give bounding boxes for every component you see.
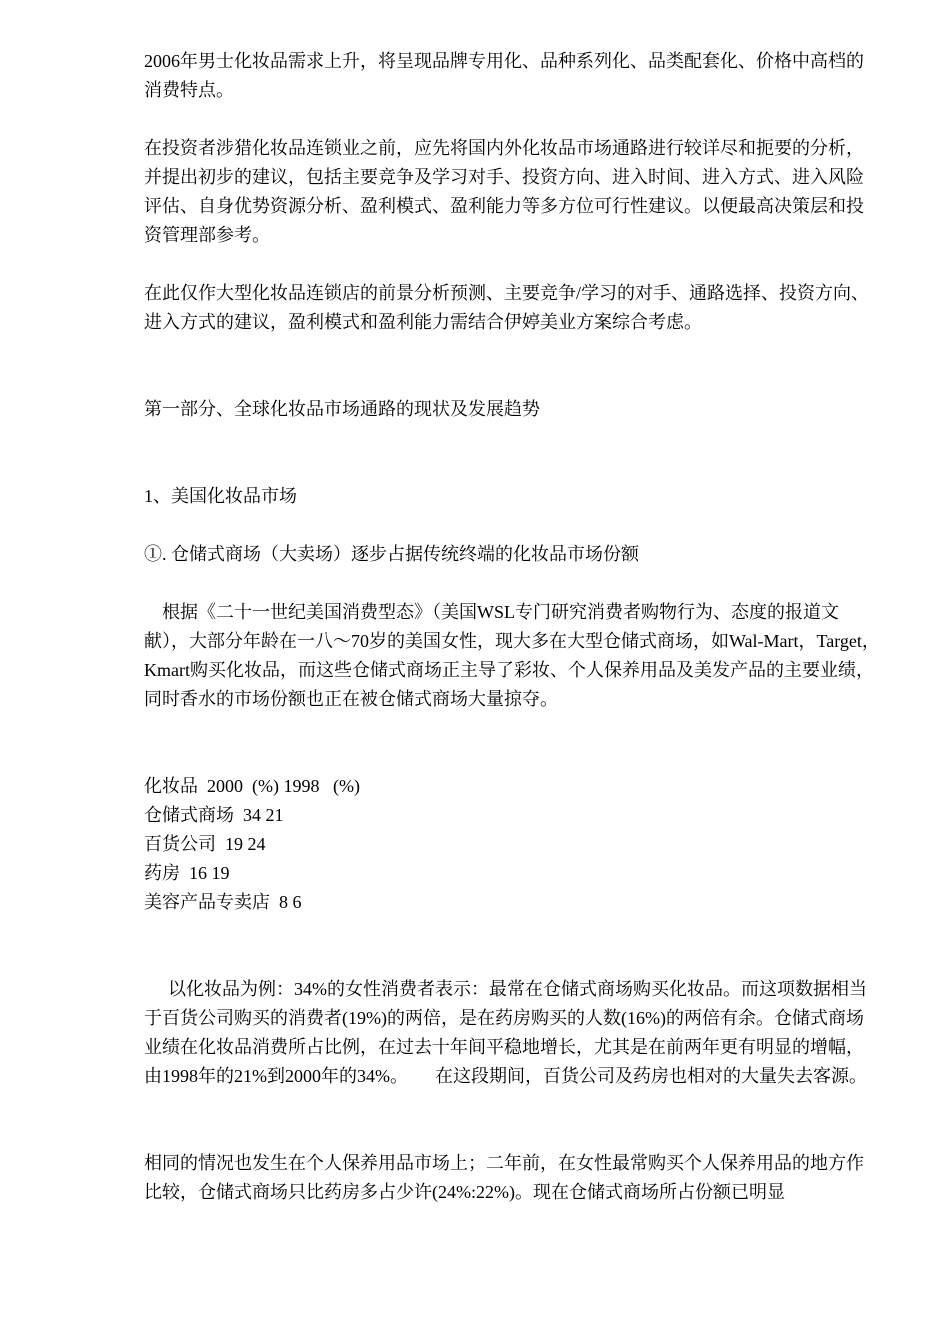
- table-header-row: 化妆品 2000 (%) 1998 (%): [144, 776, 360, 796]
- paragraph-us-consumption: 根据《二十一世纪美国消费型态》（美国WSL专门研究消费者购物行为、态度的报道文献），大部分年龄在一八～70岁的美国女性，现大多在大型仓储式商场，如Wal-Mart，Target，Kmart购买化妆品，而这些仓储式商场正主导了彩妆、个人保养用品及美发产品的主要业绩，同时香水的市场份额也正在被仓储式商场大量掠夺。: [144, 602, 880, 709]
- part-one-heading: 第一部分、全球化妆品市场通路的现状及发展趋势: [144, 399, 540, 419]
- table-row: 仓储式商场 34 21: [144, 805, 284, 825]
- section-us-market-heading: 1、美国化妆品市场: [144, 486, 297, 506]
- paragraph-male-cosmetics: 2006年男士化妆品需求上升，将呈现品牌专用化、品种系列化、品类配套化、价格中高档的消费特点。: [144, 51, 864, 100]
- paragraph-investor-analysis: 在投资者涉猎化妆品连锁业之前，应先将国内外化妆品市场通路进行较详尽和扼要的分析，并提出初步的建议，包括主要竞争及学习对手、投资方向、进入时间、进入方式、进入风险评估、自身优势资源分析、盈利模式、盈利能力等多方位可行性建议。以便最高决策层和投资管理部参考。: [144, 138, 864, 245]
- document-page: [144, 47, 880, 1207]
- table-row: 百货公司 19 24: [144, 834, 266, 854]
- paragraph-scope: 在此仅作大型化妆品连锁店的前景分析预测、主要竞争/学习的对手、通路选择、投资方向、进入方式的建议，盈利模式和盈利能力需结合伊婷美业方案综合考虑。: [144, 283, 869, 332]
- table-row: 药房 16 19: [144, 863, 230, 883]
- paragraph-personal-care: 相同的情况也发生在个人保养用品市场上；二年前，在女性最常购买个人保养用品的地方作比较，仓储式商场只比药房多占少许(24%:22%)。现在仓储式商场所占份额已明显: [144, 1153, 864, 1202]
- market-share-table: [144, 772, 880, 917]
- subsection-warehouse-heading: ①. 仓储式商场（大卖场）逐步占据传统终端的化妆品市场份额: [144, 544, 639, 564]
- table-row: 美容产品专卖店 8 6: [144, 892, 302, 912]
- paragraph-cosmetics-example: 以化妆品为例：34%的女性消费者表示：最常在仓储式商场购买化妆品。而这项数据相当于百货公司购买的消费者(19%)的两倍，是在药房购买的人数(16%)的两倍有余。仓储式商场业绩在化妆品消费所占比例，在过去十年间平稳地增长，尤其是在前两年更有明显的增幅，由1998年的21%到2000年的34%。 在这段期间，百货公司及药房也相对的大量失去客源。: [144, 979, 867, 1086]
